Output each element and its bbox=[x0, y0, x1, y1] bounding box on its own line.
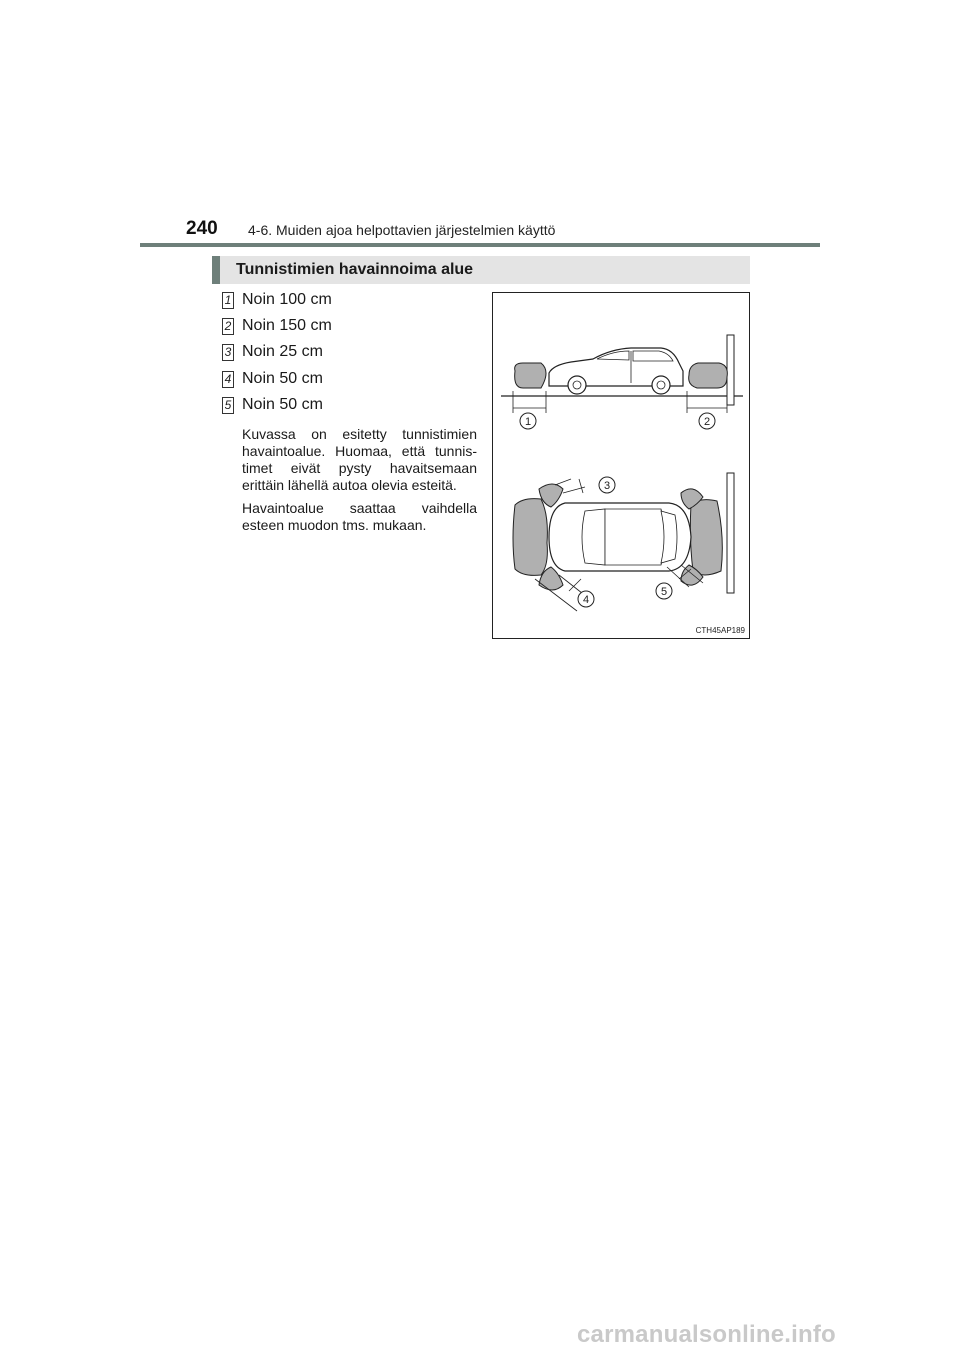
callout-3-label: 3 bbox=[603, 480, 611, 492]
note-paragraph: Havaintoalue saattaa vaihdella esteen muodon tms. mukaan. bbox=[242, 500, 477, 533]
section-heading-bar bbox=[212, 256, 750, 284]
car-roof bbox=[605, 509, 665, 565]
item-number-badge: 2 bbox=[222, 318, 234, 335]
header-divider bbox=[140, 243, 820, 247]
list-item bbox=[222, 342, 323, 362]
section-title: Tunnistimien havainnoima alue bbox=[236, 261, 474, 278]
rear-center-zone bbox=[690, 500, 722, 575]
item-number-badge: 4 bbox=[222, 371, 234, 388]
list-item bbox=[222, 369, 323, 389]
dim-line-3 bbox=[579, 479, 583, 493]
page-number: 240 bbox=[186, 218, 218, 239]
top-view-wall bbox=[727, 473, 734, 593]
car-front-hub bbox=[573, 381, 581, 389]
callout-2-label: 2 bbox=[703, 416, 711, 428]
car-rear-hub bbox=[657, 381, 665, 389]
note-paragraph: Kuvassa on esitetty tunnistimien havaintoalue. Huomaa, että tunnis-timet eivät pysty havaitsemaan erittäin lähellä autoa olevia esteitä. bbox=[242, 426, 477, 493]
rear-wall bbox=[727, 335, 734, 405]
list-item bbox=[222, 316, 332, 336]
car-windshield bbox=[582, 509, 605, 565]
dim-line-3a bbox=[555, 479, 571, 485]
callout-4-label: 4 bbox=[582, 594, 590, 606]
dim-line-4 bbox=[569, 579, 581, 591]
item-text: Noin 50 cm bbox=[242, 370, 323, 387]
rear-detection-zone bbox=[689, 363, 728, 388]
figure-code: CTH45AP189 bbox=[695, 626, 745, 635]
list-item bbox=[222, 290, 332, 310]
item-text: Noin 50 cm bbox=[242, 396, 323, 413]
front-detection-zone bbox=[515, 363, 546, 388]
item-text: Noin 25 cm bbox=[242, 343, 323, 360]
watermark: carmanualsonline.info bbox=[577, 1321, 836, 1348]
callout-5-label: 5 bbox=[660, 586, 668, 598]
chapter-title: 4-6. Muiden ajoa helpottavien järjestelmien käyttö bbox=[248, 222, 556, 238]
front-center-zone bbox=[513, 499, 547, 576]
item-text: Noin 150 cm bbox=[242, 317, 332, 334]
item-text: Noin 100 cm bbox=[242, 291, 332, 308]
list-item bbox=[222, 395, 323, 415]
sensor-range-figure bbox=[492, 292, 750, 639]
sensor-range-illustration bbox=[493, 293, 751, 640]
item-number-badge: 1 bbox=[222, 292, 234, 309]
item-number-badge: 5 bbox=[222, 397, 234, 414]
item-number-badge: 3 bbox=[222, 344, 234, 361]
callout-1-label: 1 bbox=[524, 416, 532, 428]
